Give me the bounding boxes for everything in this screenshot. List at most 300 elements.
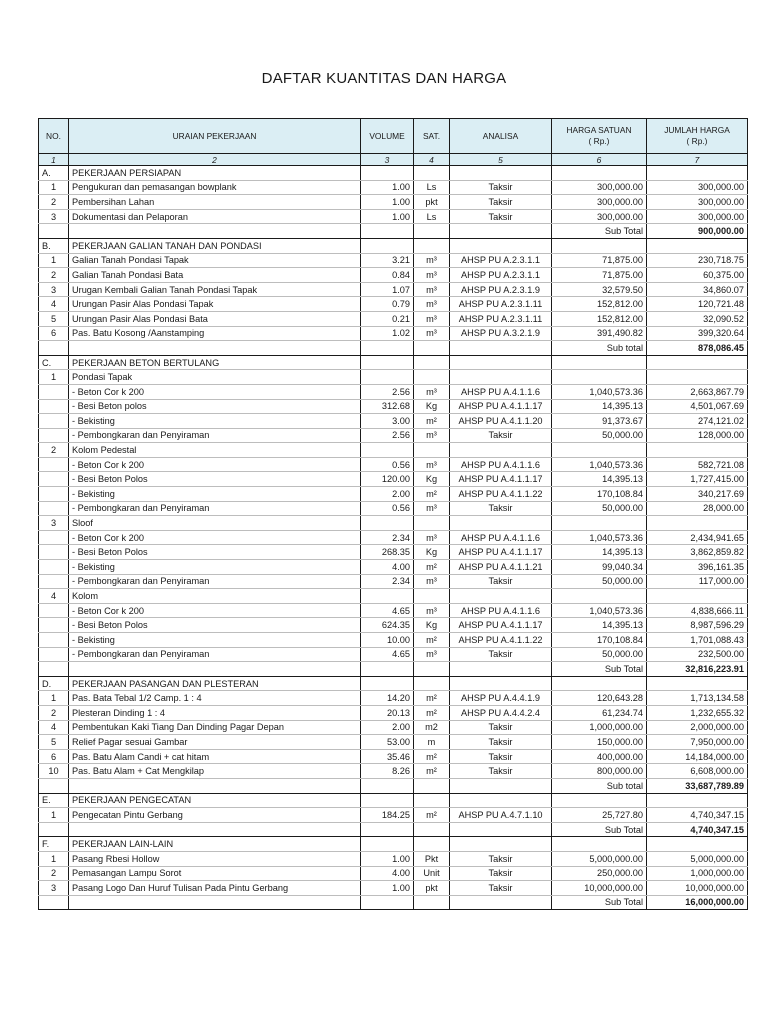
item-number	[39, 545, 69, 560]
item-unit	[414, 443, 450, 458]
item-description: Pasang Rbesi Hollow	[69, 851, 361, 866]
empty-cell	[647, 676, 748, 691]
item-total-price: 232,500.00	[647, 647, 748, 662]
item-number: 2	[39, 443, 69, 458]
item-unit: m²	[414, 487, 450, 502]
item-number: 3	[39, 881, 69, 896]
item-unit: m²	[414, 691, 450, 706]
subtotal-label: Sub Total	[552, 895, 647, 910]
column-number: 1	[39, 154, 69, 166]
item-analisa: AHSP PU A.4.4.1.9	[450, 691, 552, 706]
item-analisa: AHSP PU A.4.1.1.6	[450, 384, 552, 399]
empty-cell	[552, 676, 647, 691]
empty-cell	[361, 166, 414, 181]
item-number	[39, 472, 69, 487]
item-unit-price: 1,040,573.36	[552, 457, 647, 472]
item-analisa: AHSP PU A.4.1.1.6	[450, 530, 552, 545]
item-description: - Pembongkaran dan Penyiraman	[69, 574, 361, 589]
item-number: 1	[39, 370, 69, 385]
empty-cell	[450, 822, 552, 837]
empty-cell	[414, 793, 450, 808]
empty-cell	[361, 224, 414, 239]
item-total-price: 128,000.00	[647, 428, 748, 443]
header-jumlah-harga-unit: ( Rp.)	[686, 136, 708, 146]
item-number	[39, 384, 69, 399]
item-analisa: AHSP PU A.4.1.1.21	[450, 560, 552, 575]
table-row	[39, 705, 748, 720]
item-volume: 8.26	[361, 764, 414, 779]
item-number	[39, 618, 69, 633]
item-unit-price: 150,000.00	[552, 735, 647, 750]
item-number	[39, 530, 69, 545]
item-description: Urungan Pasir Alas Pondasi Tapak	[69, 297, 361, 312]
item-description: Pemasangan Lampu Sorot	[69, 866, 361, 881]
empty-cell	[414, 778, 450, 793]
item-number: 4	[39, 720, 69, 735]
item-unit-price: 170,108.84	[552, 487, 647, 502]
item-description: Sloof	[69, 516, 361, 531]
item-total-price: 1,713,134.58	[647, 691, 748, 706]
item-description: Pengecatan Pintu Gerbang	[69, 808, 361, 823]
subtotal-label: Sub Total	[552, 822, 647, 837]
item-description: - Bekisting	[69, 633, 361, 648]
table-row	[39, 866, 748, 881]
section-title: PEKERJAAN PERSIAPAN	[69, 166, 361, 181]
item-unit	[414, 589, 450, 604]
empty-cell	[414, 224, 450, 239]
item-unit-price: 50,000.00	[552, 574, 647, 589]
empty-cell	[361, 676, 414, 691]
item-volume: 1.02	[361, 326, 414, 341]
table-row	[39, 808, 748, 823]
empty-cell	[361, 793, 414, 808]
item-volume: 4.00	[361, 560, 414, 575]
item-number	[39, 457, 69, 472]
item-volume: 1.00	[361, 209, 414, 224]
section-letter: C.	[39, 355, 69, 370]
item-analisa: AHSP PU A.2.3.1.1	[450, 253, 552, 268]
item-number	[39, 574, 69, 589]
item-unit-price: 391,490.82	[552, 326, 647, 341]
item-unit-price: 1,000,000.00	[552, 720, 647, 735]
item-unit: pkt	[414, 195, 450, 210]
item-unit-price: 71,875.00	[552, 268, 647, 283]
item-analisa: Taksir	[450, 749, 552, 764]
item-analisa: Taksir	[450, 180, 552, 195]
item-volume: 14.20	[361, 691, 414, 706]
item-total-price: 4,501,067.69	[647, 399, 748, 414]
item-analisa: AHSP PU A.4.1.1.17	[450, 399, 552, 414]
empty-cell	[361, 662, 414, 677]
item-unit: Ls	[414, 209, 450, 224]
item-description: Galian Tanah Pondasi Tapak	[69, 253, 361, 268]
item-unit: m³	[414, 428, 450, 443]
item-unit-price: 300,000.00	[552, 180, 647, 195]
item-unit-price: 1,040,573.36	[552, 384, 647, 399]
item-total-price: 300,000.00	[647, 209, 748, 224]
empty-cell	[414, 837, 450, 852]
column-number: 6	[552, 154, 647, 166]
item-volume: 1.00	[361, 881, 414, 896]
item-total-price: 2,434,941.65	[647, 530, 748, 545]
header-harga-satuan-label: HARGA SATUAN	[566, 125, 632, 135]
item-volume: 1.07	[361, 282, 414, 297]
item-total-price: 399,320.64	[647, 326, 748, 341]
item-volume: 2.56	[361, 384, 414, 399]
empty-cell	[361, 822, 414, 837]
item-analisa: Taksir	[450, 851, 552, 866]
item-unit-price: 14,395.13	[552, 618, 647, 633]
item-unit-price: 91,373.67	[552, 414, 647, 429]
item-unit: m³	[414, 647, 450, 662]
item-volume: 2.34	[361, 530, 414, 545]
section-title: PEKERJAAN GALIAN TANAH DAN PONDASI	[69, 238, 361, 253]
section-letter: A.	[39, 166, 69, 181]
empty-cell	[414, 895, 450, 910]
column-number: 2	[69, 154, 361, 166]
empty-cell	[450, 793, 552, 808]
item-analisa: Taksir	[450, 764, 552, 779]
item-volume	[361, 516, 414, 531]
table-row	[39, 516, 748, 531]
item-volume: 0.79	[361, 297, 414, 312]
item-description: - Beton Cor k 200	[69, 457, 361, 472]
item-number	[39, 603, 69, 618]
table-row	[39, 472, 748, 487]
section-row	[39, 837, 748, 852]
item-unit-price: 14,395.13	[552, 545, 647, 560]
item-volume: 35.46	[361, 749, 414, 764]
item-analisa	[450, 589, 552, 604]
empty-cell	[647, 793, 748, 808]
empty-cell	[361, 355, 414, 370]
empty-cell	[450, 224, 552, 239]
item-analisa: AHSP PU A.4.1.1.17	[450, 618, 552, 633]
item-description: Relief Pagar sesuai Gambar	[69, 735, 361, 750]
table-row	[39, 633, 748, 648]
empty-cell	[552, 793, 647, 808]
item-volume: 53.00	[361, 735, 414, 750]
section-title: PEKERJAAN PASANGAN DAN PLESTERAN	[69, 676, 361, 691]
table-row	[39, 195, 748, 210]
item-total-price: 300,000.00	[647, 180, 748, 195]
subtotal-row	[39, 341, 748, 356]
item-total-price: 14,184,000.00	[647, 749, 748, 764]
item-total-price: 3,862,859.82	[647, 545, 748, 560]
item-description: - Pembongkaran dan Penyiraman	[69, 647, 361, 662]
table-header-row	[39, 119, 748, 154]
empty-cell	[414, 166, 450, 181]
item-number	[39, 560, 69, 575]
item-number: 4	[39, 297, 69, 312]
item-description: - Pembongkaran dan Penyiraman	[69, 428, 361, 443]
item-description: - Bekisting	[69, 487, 361, 502]
item-unit: Pkt	[414, 851, 450, 866]
table-row	[39, 851, 748, 866]
item-total-price: 1,232,655.32	[647, 705, 748, 720]
item-unit: m³	[414, 311, 450, 326]
table-row	[39, 545, 748, 560]
item-number: 2	[39, 195, 69, 210]
item-analisa: Taksir	[450, 428, 552, 443]
empty-cell	[361, 837, 414, 852]
item-number: 5	[39, 735, 69, 750]
item-description: Urugan Kembali Galian Tanah Pondasi Tapak	[69, 282, 361, 297]
subtotal-row	[39, 895, 748, 910]
item-analisa: Taksir	[450, 647, 552, 662]
item-total-price	[647, 370, 748, 385]
item-total-price: 10,000,000.00	[647, 881, 748, 896]
table-row	[39, 370, 748, 385]
item-unit-price: 50,000.00	[552, 428, 647, 443]
item-total-price: 7,950,000.00	[647, 735, 748, 750]
section-row	[39, 793, 748, 808]
empty-cell	[361, 778, 414, 793]
subtotal-value: 900,000.00	[647, 224, 748, 239]
subtotal-label: Sub Total	[552, 662, 647, 677]
subtotal-value: 33,687,789.89	[647, 778, 748, 793]
empty-cell	[647, 238, 748, 253]
item-analisa: Taksir	[450, 735, 552, 750]
item-volume: 184.25	[361, 808, 414, 823]
item-number: 1	[39, 691, 69, 706]
subtotal-row	[39, 822, 748, 837]
subtotal-row	[39, 778, 748, 793]
item-total-price	[647, 443, 748, 458]
item-volume	[361, 589, 414, 604]
table-row	[39, 647, 748, 662]
item-description: Pasang Logo Dan Huruf Tulisan Pada Pintu Gerbang	[69, 881, 361, 896]
item-analisa: AHSP PU A.4.1.1.17	[450, 472, 552, 487]
item-unit: m²	[414, 633, 450, 648]
subtotal-label: Sub Total	[552, 224, 647, 239]
item-unit	[414, 370, 450, 385]
table-row	[39, 618, 748, 633]
item-unit: m³	[414, 457, 450, 472]
item-analisa: Taksir	[450, 195, 552, 210]
empty-cell	[39, 778, 69, 793]
empty-cell	[69, 224, 361, 239]
table-row	[39, 720, 748, 735]
item-total-price: 120,721.48	[647, 297, 748, 312]
item-number	[39, 501, 69, 516]
item-analisa: AHSP PU A.4.4.2.4	[450, 705, 552, 720]
empty-cell	[414, 662, 450, 677]
item-unit-price	[552, 443, 647, 458]
item-description: - Besi Beton polos	[69, 399, 361, 414]
table-row	[39, 180, 748, 195]
item-volume: 120.00	[361, 472, 414, 487]
item-total-price: 582,721.08	[647, 457, 748, 472]
empty-cell	[647, 355, 748, 370]
item-description: Plesteran Dinding 1 : 4	[69, 705, 361, 720]
subtotal-label: Sub total	[552, 341, 647, 356]
item-number: 10	[39, 764, 69, 779]
item-number	[39, 647, 69, 662]
column-number: 7	[647, 154, 748, 166]
item-unit: pkt	[414, 881, 450, 896]
item-total-price: 300,000.00	[647, 195, 748, 210]
empty-cell	[552, 238, 647, 253]
item-unit: m³	[414, 282, 450, 297]
item-number: 3	[39, 282, 69, 297]
empty-cell	[647, 837, 748, 852]
item-volume: 1.00	[361, 195, 414, 210]
item-volume: 1.00	[361, 180, 414, 195]
item-unit-price: 14,395.13	[552, 472, 647, 487]
item-unit-price: 300,000.00	[552, 209, 647, 224]
item-unit-price: 10,000,000.00	[552, 881, 647, 896]
item-analisa: AHSP PU A.2.3.1.11	[450, 297, 552, 312]
item-description: - Bekisting	[69, 560, 361, 575]
empty-cell	[552, 166, 647, 181]
item-total-price: 1,000,000.00	[647, 866, 748, 881]
empty-cell	[69, 895, 361, 910]
item-unit-price: 170,108.84	[552, 633, 647, 648]
item-analisa: AHSP PU A.2.3.1.1	[450, 268, 552, 283]
item-unit: m²	[414, 705, 450, 720]
header-harga-satuan	[552, 119, 647, 154]
item-total-price: 60,375.00	[647, 268, 748, 283]
item-description: - Beton Cor k 200	[69, 603, 361, 618]
item-volume: 3.00	[361, 414, 414, 429]
table-row	[39, 560, 748, 575]
item-volume: 2.00	[361, 487, 414, 502]
item-description: - Besi Beton Polos	[69, 618, 361, 633]
item-unit-price	[552, 589, 647, 604]
item-analisa: Taksir	[450, 720, 552, 735]
item-description: - Besi Beton Polos	[69, 472, 361, 487]
item-description: - Besi Beton Polos	[69, 545, 361, 560]
item-unit: Kg	[414, 618, 450, 633]
subtotal-value: 32,816,223.91	[647, 662, 748, 677]
item-number: 3	[39, 516, 69, 531]
item-unit-price: 50,000.00	[552, 501, 647, 516]
table-row	[39, 209, 748, 224]
item-unit-price: 71,875.00	[552, 253, 647, 268]
item-unit: m³	[414, 297, 450, 312]
item-description: - Beton Cor k 200	[69, 384, 361, 399]
subtotal-value: 878,086.45	[647, 341, 748, 356]
table-row	[39, 297, 748, 312]
item-volume: 2.00	[361, 720, 414, 735]
item-analisa: Taksir	[450, 209, 552, 224]
item-total-price: 4,740,347.15	[647, 808, 748, 823]
table-row	[39, 253, 748, 268]
table-row	[39, 749, 748, 764]
table-row	[39, 326, 748, 341]
empty-cell	[647, 166, 748, 181]
item-analisa: AHSP PU A.4.1.1.22	[450, 633, 552, 648]
item-unit-price: 50,000.00	[552, 647, 647, 662]
item-total-price: 6,608,000.00	[647, 764, 748, 779]
item-description: Pembersihan Lahan	[69, 195, 361, 210]
empty-cell	[414, 341, 450, 356]
item-number	[39, 487, 69, 502]
empty-cell	[450, 238, 552, 253]
section-letter: B.	[39, 238, 69, 253]
item-total-price	[647, 589, 748, 604]
empty-cell	[39, 895, 69, 910]
table-row	[39, 735, 748, 750]
item-analisa: Taksir	[450, 866, 552, 881]
item-description: Dokumentasi dan Pelaporan	[69, 209, 361, 224]
subtotal-row	[39, 662, 748, 677]
item-volume: 4.00	[361, 866, 414, 881]
header-jumlah-harga-label: JUMLAH HARGA	[664, 125, 730, 135]
header-sat: SAT.	[414, 119, 450, 154]
empty-cell	[450, 355, 552, 370]
empty-cell	[552, 355, 647, 370]
item-total-price: 1,701,088.43	[647, 633, 748, 648]
item-analisa: AHSP PU A.4.7.1.10	[450, 808, 552, 823]
item-description: Pondasi Tapak	[69, 370, 361, 385]
header-harga-satuan-unit: ( Rp.)	[588, 136, 610, 146]
item-unit: m²	[414, 560, 450, 575]
item-number: 1	[39, 253, 69, 268]
empty-cell	[39, 224, 69, 239]
item-analisa	[450, 516, 552, 531]
item-total-price: 2,663,867.79	[647, 384, 748, 399]
table-row	[39, 764, 748, 779]
item-unit: m³	[414, 253, 450, 268]
item-unit: m2	[414, 720, 450, 735]
item-description: Pas. Batu Alam Candi + cat hitam	[69, 749, 361, 764]
item-number	[39, 633, 69, 648]
item-unit-price: 5,000,000.00	[552, 851, 647, 866]
empty-cell	[450, 662, 552, 677]
item-number: 3	[39, 209, 69, 224]
item-analisa: AHSP PU A.3.2.1.9	[450, 326, 552, 341]
item-analisa: AHSP PU A.4.1.1.6	[450, 603, 552, 618]
header-analisa: ANALISA	[450, 119, 552, 154]
item-total-price: 2,000,000.00	[647, 720, 748, 735]
empty-cell	[69, 341, 361, 356]
item-analisa: AHSP PU A.2.3.1.11	[450, 311, 552, 326]
item-number	[39, 428, 69, 443]
item-description: Pembentukan Kaki Tiang Dan Dinding Pagar Depan	[69, 720, 361, 735]
table-row	[39, 457, 748, 472]
item-number: 1	[39, 180, 69, 195]
item-total-price: 230,718.75	[647, 253, 748, 268]
item-unit-price: 1,040,573.36	[552, 530, 647, 545]
item-volume: 2.56	[361, 428, 414, 443]
empty-cell	[69, 778, 361, 793]
item-total-price: 8,987,596.29	[647, 618, 748, 633]
empty-cell	[450, 676, 552, 691]
empty-cell	[361, 895, 414, 910]
item-description: Galian Tanah Pondasi Bata	[69, 268, 361, 283]
item-unit	[414, 516, 450, 531]
item-number	[39, 399, 69, 414]
item-analisa: Taksir	[450, 501, 552, 516]
empty-cell	[450, 778, 552, 793]
item-unit: m³	[414, 501, 450, 516]
item-number: 1	[39, 808, 69, 823]
item-total-price: 340,217.69	[647, 487, 748, 502]
item-analisa	[450, 370, 552, 385]
item-unit: Kg	[414, 399, 450, 414]
item-volume: 3.21	[361, 253, 414, 268]
section-letter: E.	[39, 793, 69, 808]
item-unit-price: 32,579.50	[552, 282, 647, 297]
empty-cell	[39, 822, 69, 837]
item-unit: m³	[414, 326, 450, 341]
item-total-price: 5,000,000.00	[647, 851, 748, 866]
item-volume: 2.34	[361, 574, 414, 589]
item-number: 6	[39, 749, 69, 764]
item-unit: m	[414, 735, 450, 750]
